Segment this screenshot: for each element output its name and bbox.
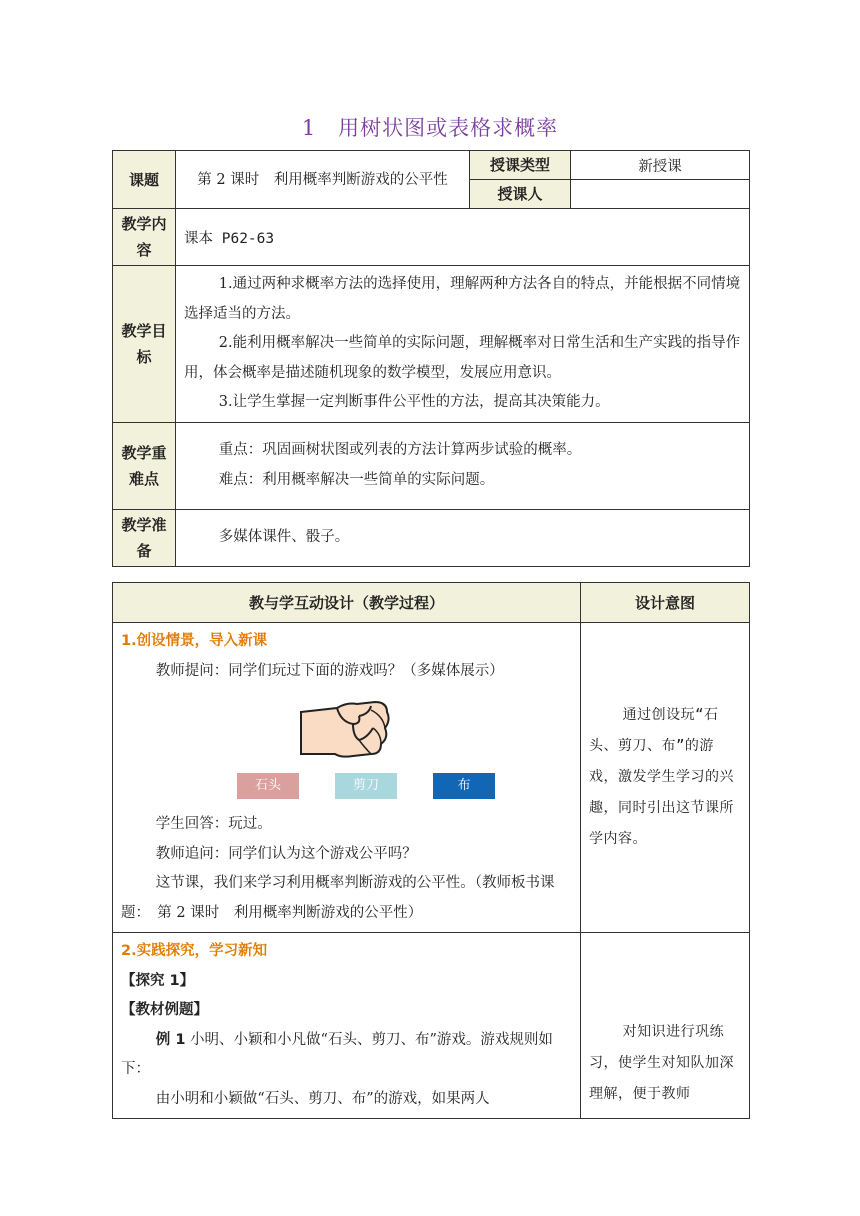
topic-value: 第 2 课时 利用概率判断游戏的公平性 — [176, 151, 470, 209]
teacher-label: 授课人 — [470, 180, 571, 209]
type-value: 新授课 — [571, 151, 750, 180]
keypoints-cell — [176, 422, 750, 509]
type-label: 授课类型 — [470, 151, 571, 180]
example-text: 小明、小颖和小凡做“石头、剪刀、布”游戏。游戏规则如下： — [121, 1031, 553, 1077]
section2-intent: 对知识进行巩练习，使学生对知队加深理解，便于教师 — [581, 933, 750, 1119]
section1-heading: 1.创设情景，导入新课 — [121, 633, 268, 649]
teaching-process-table — [112, 582, 750, 1119]
goal-2: 2.能利用概率解决一些简单的实际问题，理解概率对日常生活和生产实践的指导作用，体会概率是描述随机现象的数学模型，发展应用意识。 — [184, 335, 741, 381]
intent-header: 设计意图 — [581, 583, 750, 623]
teacher-followup: 教师追问：同学们认为这个游戏公平吗？ — [155, 845, 417, 862]
difficult-point: 难点：利用概率解决一些简单的实际问题。 — [218, 471, 495, 488]
prep-label: 教学准备 — [113, 509, 176, 566]
goals-label: 教学目标 — [113, 266, 176, 423]
page-title: 1 用树状图或表格求概率 — [301, 116, 559, 140]
prep-value: 多媒体课件、骰子。 — [176, 509, 750, 566]
scissors-button[interactable]: 剪刀 — [335, 773, 397, 799]
goal-3: 3.让学生掌握一定判断事件公平性的方法，提高其决策能力。 — [218, 394, 610, 410]
content-label: 教学内容 — [113, 209, 176, 266]
section1-cell — [113, 623, 581, 933]
paper-button[interactable]: 布 — [433, 773, 495, 799]
explore-label: 【探究 1】 — [121, 972, 195, 989]
rock-button[interactable]: 石头 — [237, 773, 299, 799]
fist-icon — [297, 698, 393, 762]
rps-illustration — [121, 686, 572, 810]
process-header: 教与学互动设计（教学过程） — [113, 583, 581, 623]
teacher-value — [571, 180, 750, 209]
section1-line: 教师提问：同学们玩过下面的游戏吗？（多媒体展示） — [155, 662, 504, 679]
section1-intent: 通过创设玩“石头、剪刀、布”的游戏，激发学生学习的兴趣，同时引出这节课所学内容。 — [581, 623, 750, 933]
goals-cell — [176, 266, 750, 423]
lesson-info-table — [112, 150, 750, 567]
section2-heading: 2.实践探究，学习新知 — [121, 943, 268, 959]
example-label: 【教材例题】 — [121, 1002, 208, 1018]
goal-1: 1.通过两种求概率方法的选择使用，理解两种方法各自的特点，并能根据不同情境选择适当的方法。 — [184, 276, 741, 322]
topic-label: 课题 — [113, 151, 176, 209]
lesson-intro: 这节课，我们来学习利用概率判断游戏的公平性。（教师板书课题： 第 2 课时 利用概率判断游戏的公平性） — [121, 875, 555, 921]
key-point: 重点：巩固画树状图或列表的方法计算两步试验的概率。 — [218, 442, 582, 458]
example-1 — [121, 1026, 572, 1085]
keypoints-label: 教学重难点 — [113, 422, 176, 509]
section2-cell — [113, 933, 581, 1119]
rule-text: 由小明和小颖做“石头、剪刀、布”的游戏，如果两人 — [155, 1090, 490, 1107]
student-answer: 学生回答：玩过。 — [155, 816, 272, 832]
example-number: 例 1 — [155, 1031, 186, 1048]
content-value: 课本 P62-63 — [176, 209, 750, 266]
